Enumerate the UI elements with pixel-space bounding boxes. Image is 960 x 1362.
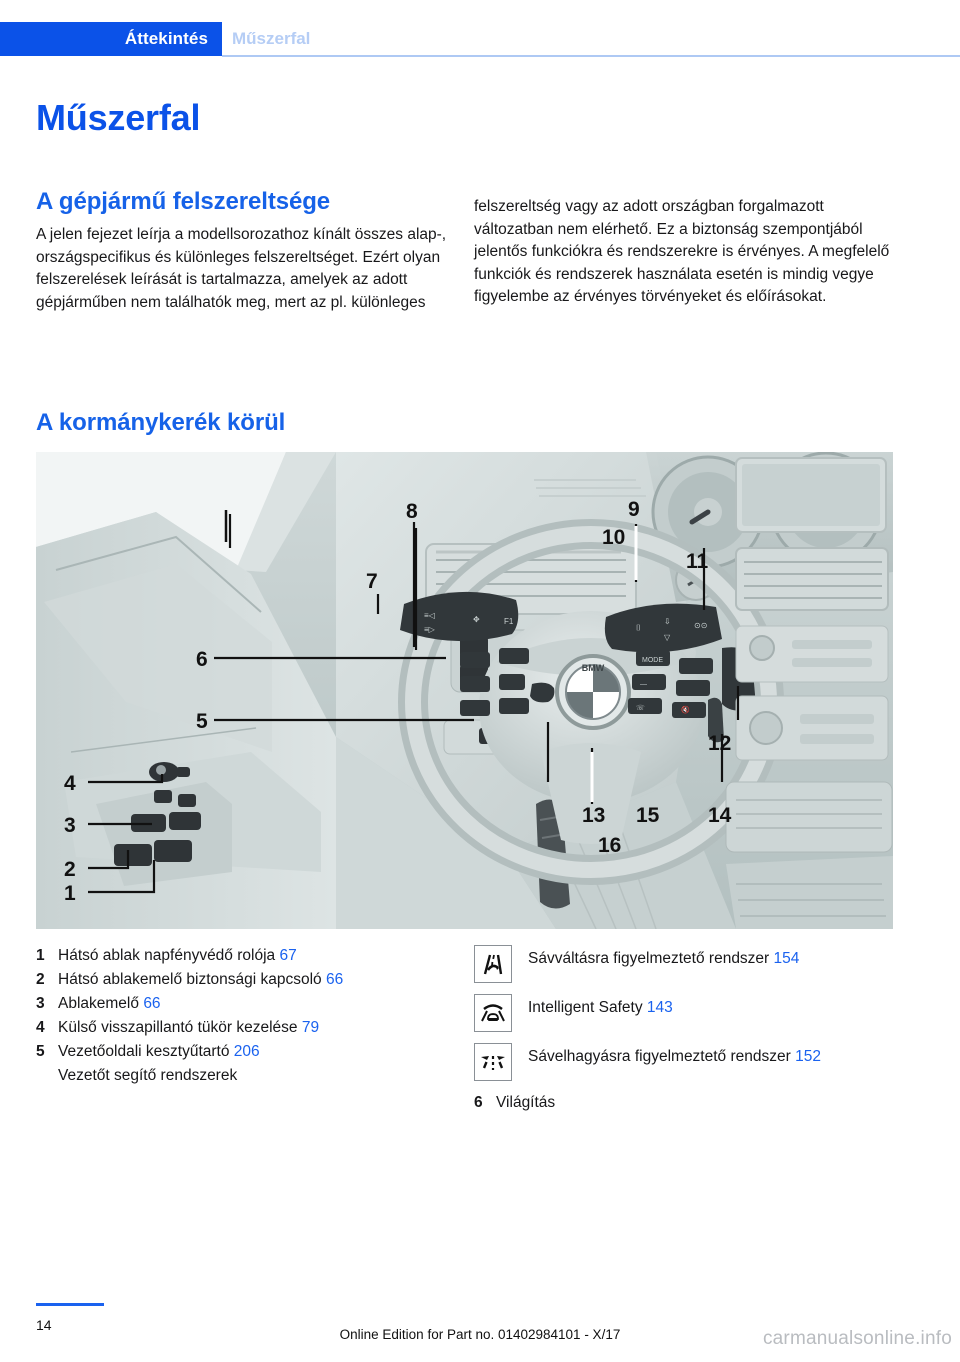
- legend-page-ref[interactable]: 154: [773, 950, 800, 967]
- list-item: [36, 992, 466, 1015]
- svg-text:9: 9: [628, 498, 640, 521]
- watermark: carmanualsonline.info: [762, 1328, 952, 1349]
- legend-left: [36, 944, 466, 1087]
- legend-label: Hátsó ablak napfényvédő rolója: [58, 947, 276, 964]
- legend-text: [58, 1016, 466, 1039]
- dashboard-illustration: [36, 452, 893, 929]
- svg-text:✥: ✥: [473, 615, 480, 624]
- svg-text:5: 5: [196, 710, 208, 733]
- svg-text:13: 13: [582, 804, 606, 827]
- svg-text:≡◁: ≡◁: [424, 611, 435, 620]
- svg-text:1: 1: [64, 882, 76, 905]
- tab-muszerfal[interactable]: [232, 22, 310, 56]
- legend-text: [58, 1040, 466, 1063]
- tabbar-underline: [222, 55, 960, 57]
- legend-label: Hátsó ablakemelő biztonsági kapcsoló: [58, 971, 322, 988]
- lane-change-warning-icon: [474, 945, 512, 983]
- svg-text:F1: F1: [504, 617, 514, 626]
- list-item: [474, 993, 904, 1032]
- body-column-left: [36, 224, 456, 314]
- tab-attekintes[interactable]: [0, 22, 222, 56]
- paragraph-right: felszereltség vagy az adott országban forgalmazott változatban nem elérhető. Ez a biztonság szempontjából jelentős funkciókra és rendszerekre is érvényes. A megfelelő funkciók és rendszerek használata esetén is mindig vegye figyelembe az érvényes törvényeket és előírásokat.: [474, 198, 890, 305]
- legend-label: Intelligent Safety: [528, 999, 643, 1016]
- legend-text: [528, 993, 904, 1019]
- legend-text: [58, 992, 466, 1015]
- svg-text:⊙⊙: ⊙⊙: [694, 621, 708, 630]
- legend-page-ref[interactable]: 79: [301, 1019, 320, 1036]
- list-item: [36, 944, 466, 967]
- page-title: Műszerfal: [36, 97, 201, 138]
- tab-muszerfal-label: Műszerfal: [232, 29, 311, 48]
- footer-edition: Online Edition for Part no. 01402984101 - X/17: [339, 1327, 621, 1342]
- svg-text:3: 3: [64, 814, 76, 837]
- legend-page-ref[interactable]: 66: [325, 971, 344, 988]
- svg-text:8: 8: [406, 500, 418, 523]
- legend-number: 3: [36, 995, 45, 1012]
- legend-page-ref[interactable]: 143: [646, 999, 673, 1016]
- tab-attekintes-label: Áttekintés: [124, 29, 208, 48]
- list-item: [474, 1091, 904, 1114]
- svg-text:10: 10: [602, 526, 626, 549]
- list-item: [36, 1040, 466, 1063]
- legend-number: 5: [36, 1043, 45, 1060]
- legend-subnote: Vezetőt segítő rendszerek: [58, 1067, 238, 1084]
- svg-text:🔇: 🔇: [681, 707, 690, 714]
- legend-label: Sávelhagyásra figyelmeztető rendszer: [528, 1048, 791, 1065]
- svg-text:—: —: [640, 681, 647, 688]
- svg-text:16: 16: [598, 834, 622, 857]
- section-heading-steering-wheel: A kormánykerék körül: [36, 409, 286, 436]
- legend-number: 4: [36, 1019, 45, 1036]
- intelligent-safety-icon: [474, 994, 512, 1032]
- legend-text: [496, 1091, 904, 1114]
- svg-text:7: 7: [366, 570, 378, 593]
- svg-text:≡▷: ≡▷: [424, 625, 435, 634]
- legend-text: [528, 1042, 904, 1068]
- svg-text:⌷: ⌷: [636, 623, 641, 632]
- svg-text:11: 11: [686, 550, 709, 573]
- svg-text:15: 15: [636, 804, 660, 827]
- legend-number: 6: [474, 1094, 483, 1111]
- section-heading-vehicle-equipment: A gépjármű felszereltsége: [36, 188, 331, 215]
- svg-text:⇩: ⇩: [664, 617, 671, 626]
- paragraph-left: A jelen fejezet leírja a modellsorozathoz kínált összes alap-, országspecifikus és különleges felszereltséget. Ezért olyan felszerelések leírását is tartalmazza, amelyek az adott gépjárműben nem találhatók meg, mert az pl. különleges: [36, 226, 447, 311]
- legend-text: [528, 944, 904, 970]
- legend-page-ref[interactable]: 67: [279, 947, 297, 964]
- list-item: [474, 944, 904, 983]
- legend-label: Sávváltásra figyelmeztető rendszer: [528, 950, 770, 967]
- legend-label: Ablakemelő: [58, 995, 139, 1012]
- svg-text:6: 6: [196, 648, 208, 671]
- footer-rule: [36, 1303, 104, 1306]
- legend-label: Vezetőoldali kesztyűtartó: [58, 1043, 230, 1060]
- list-item: [36, 1016, 466, 1039]
- list-item: [36, 968, 466, 991]
- legend-page-ref[interactable]: 152: [795, 1048, 821, 1065]
- breadcrumb-tabbar: [0, 22, 960, 56]
- svg-text:MODE: MODE: [642, 657, 663, 664]
- svg-text:☏: ☏: [636, 705, 645, 712]
- legend-label: Világítás: [496, 1094, 556, 1111]
- svg-text:BMW: BMW: [581, 663, 605, 673]
- legend-label: Külső visszapillantó tükör kezelése: [58, 1019, 298, 1036]
- svg-text:4: 4: [64, 772, 76, 795]
- legend-number: 2: [36, 971, 45, 988]
- svg-text:14: 14: [708, 804, 732, 827]
- svg-text:2: 2: [64, 858, 76, 881]
- svg-text:▽: ▽: [664, 633, 671, 642]
- list-item: [474, 1042, 904, 1081]
- body-column-right: [474, 196, 894, 309]
- svg-text:12: 12: [708, 732, 732, 755]
- legend-page-ref[interactable]: 206: [233, 1043, 260, 1060]
- page-number: 14: [36, 1317, 52, 1333]
- legend-right: [474, 944, 904, 1115]
- legend-page-ref[interactable]: 66: [143, 995, 161, 1012]
- legend-number: 1: [36, 947, 45, 964]
- legend-text: [58, 944, 466, 967]
- lane-departure-warning-icon: [474, 1043, 512, 1081]
- legend-text: [58, 968, 466, 991]
